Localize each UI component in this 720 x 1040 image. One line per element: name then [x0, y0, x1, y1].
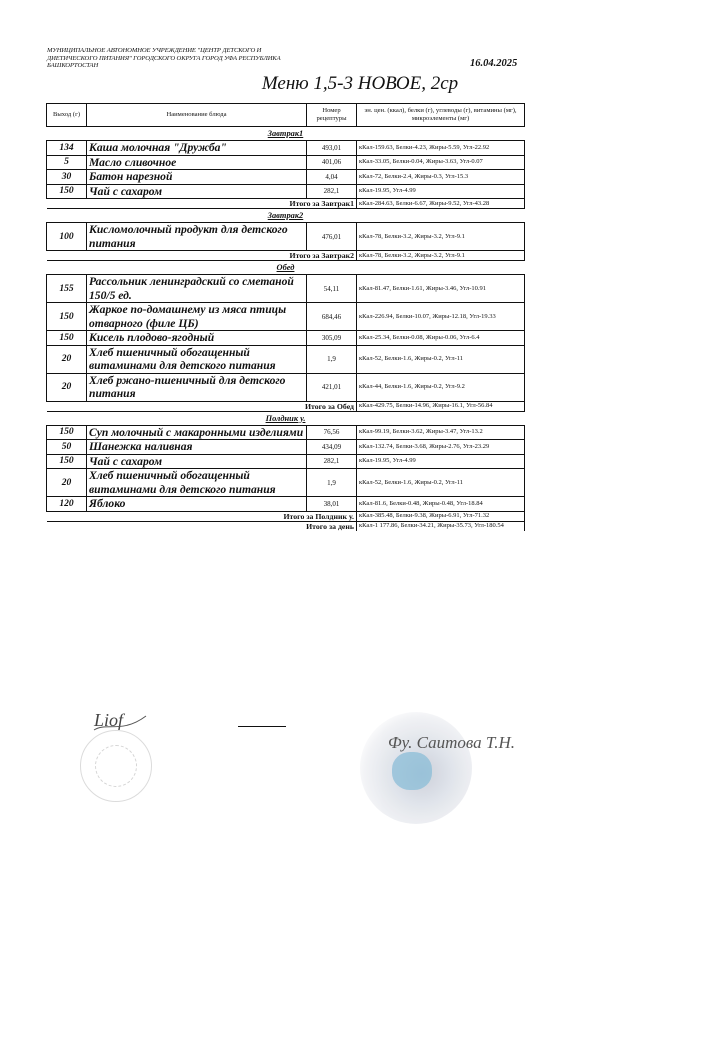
nutrition-info: кКал-81.6, Белки-0.48, Жиры-0.48, Угл-18.84 [357, 497, 525, 512]
dish-name: Кисель плодово-ягодный [87, 331, 307, 346]
header-output: Выход (г) [47, 104, 87, 127]
nutrition-info: кКал-44, Белки-1.6, Жиры-0.2, Угл-9.2 [357, 373, 525, 401]
menu-row [47, 440, 525, 455]
nutrition-info: кКал-19.95, Угл-4.99 [357, 184, 525, 199]
menu-table [46, 103, 525, 531]
recipe-number: 1,9 [307, 345, 357, 373]
dish-name: Суп молочный с макаронными изделиями [87, 425, 307, 440]
recipe-number: 282,1 [307, 184, 357, 199]
nutrition-info: кКал-99.19, Белки-3.62, Жиры-3.47, Угл-13.2 [357, 425, 525, 440]
portion-weight: 100 [47, 223, 87, 251]
portion-weight: 20 [47, 345, 87, 373]
recipe-number: 4,04 [307, 170, 357, 185]
menu-row [47, 275, 525, 303]
portion-weight: 120 [47, 497, 87, 512]
recipe-number: 1,9 [307, 469, 357, 497]
menu-title: Меню 1,5-3 НОВОЕ, 2ср [261, 73, 459, 94]
grand-total-label: Итого за день [47, 521, 357, 531]
dish-name: Хлеб ржано-пшеничный для детского питания [87, 373, 307, 401]
section-total-label: Итого за Завтрак2 [47, 251, 357, 261]
grand-total-row [47, 521, 525, 531]
menu-row [47, 345, 525, 373]
portion-weight: 20 [47, 373, 87, 401]
header-nutrition: эн. цен. (ккал), белки (г), углеводы (г), витамины (мг), микроэлементы (мг) [357, 104, 525, 127]
dish-name: Рассольник ленинградский со сметаной 150/5 ед. [87, 275, 307, 303]
portion-weight: 20 [47, 469, 87, 497]
section-title: Завтрак2 [47, 209, 525, 223]
signature-right [384, 722, 584, 762]
recipe-number: 434,09 [307, 440, 357, 455]
section-title-row [47, 127, 525, 141]
svg-text:Фу. Саитова Т.Н.: Фу. Саитова Т.Н. [388, 733, 516, 752]
dish-name: Чай с сахаром [87, 454, 307, 469]
menu-row [47, 223, 525, 251]
nutrition-info: кКал-72, Белки-2.4, Жиры-0.3, Угл-15.3 [357, 170, 525, 185]
dish-name: Хлеб пшеничный обогащенный витаминами для детского питания [87, 469, 307, 497]
section-total-label: Итого за Полдник у. [47, 511, 357, 521]
nutrition-info: кКал-25.34, Белки-0.08, Жиры-0.06, Угл-6.4 [357, 331, 525, 346]
dish-name: Хлеб пшеничный обогащенный витаминами для детского питания [87, 345, 307, 373]
nutrition-info: кКал-19.95, Угл-4.99 [357, 454, 525, 469]
portion-weight: 155 [47, 275, 87, 303]
section-title: Обед [47, 261, 525, 275]
menu-row [47, 454, 525, 469]
portion-weight: 150 [47, 425, 87, 440]
nutrition-info: кКал-226.94, Белки-10.07, Жиры-12.18, Угл-19.33 [357, 303, 525, 331]
menu-row [47, 184, 525, 199]
round-stamp-left [80, 730, 152, 802]
dish-name: Масло сливочное [87, 155, 307, 170]
section-title-row [47, 261, 525, 275]
portion-weight: 134 [47, 141, 87, 156]
menu-row [47, 497, 525, 512]
recipe-number: 54,11 [307, 275, 357, 303]
svg-text:Liof: Liof [94, 710, 124, 730]
nutrition-info: кКал-52, Белки-1.6, Жиры-0.2, Угл-11 [357, 469, 525, 497]
section-total-row [47, 199, 525, 209]
dish-name: Жаркое по-домашнему из мяса птицы отварного (филе ЦБ) [87, 303, 307, 331]
menu-body [47, 127, 525, 531]
signature-line [238, 726, 286, 727]
menu-row [47, 170, 525, 185]
grand-total-value: кКал-1 177.86, Белки-34.21, Жиры-35.73, Угл-180.54 [357, 521, 525, 531]
section-title-row [47, 209, 525, 223]
section-title: Завтрак1 [47, 127, 525, 141]
recipe-number: 401,06 [307, 155, 357, 170]
section-total-row [47, 401, 525, 411]
portion-weight: 150 [47, 454, 87, 469]
recipe-number: 421,01 [307, 373, 357, 401]
recipe-number: 76,56 [307, 425, 357, 440]
header-dish-name: Наименование блюда [87, 104, 307, 127]
signature-left [92, 704, 152, 738]
recipe-number: 38,01 [307, 497, 357, 512]
nutrition-info: кКал-132.74, Белки-3.68, Жиры-2.76, Угл-23.29 [357, 440, 525, 455]
portion-weight: 5 [47, 155, 87, 170]
dish-name: Чай с сахаром [87, 184, 307, 199]
organization-name: МУНИЦИПАЛЬНОЕ АВТОНОМНОЕ УЧРЕЖДЕНИЕ "ЦЕНТР ДЕТСКОГО И ДИЕТИЧЕСКОГО ПИТАНИЯ" ГОРОДСКОГО ОКРУГА ГОРОД УФА РЕСПУБЛИКА БАШКОРТОСТАН [47, 47, 281, 70]
section-title: Полдник у. [47, 411, 525, 425]
menu-row [47, 141, 525, 156]
nutrition-info: кКал-81.47, Белки-1.61, Жиры-3.46, Угл-10.91 [357, 275, 525, 303]
menu-row [47, 373, 525, 401]
menu-row [47, 331, 525, 346]
portion-weight: 30 [47, 170, 87, 185]
portion-weight: 150 [47, 184, 87, 199]
nutrition-info: кКал-159.63, Белки-4.23, Жиры-5.59, Угл-22.92 [357, 141, 525, 156]
section-title-row [47, 411, 525, 425]
section-total-value: кКал-284.63, Белки-6.67, Жиры-9.52, Угл-43.28 [357, 199, 525, 209]
nutrition-info: кКал-33.05, Белки-0.04, Жиры-3.63, Угл-0.07 [357, 155, 525, 170]
recipe-number: 493,01 [307, 141, 357, 156]
portion-weight: 150 [47, 331, 87, 346]
section-total-row [47, 511, 525, 521]
recipe-number: 476,01 [307, 223, 357, 251]
section-total-value: кКал-429.75, Белки-14.96, Жиры-16.1, Угл-56.84 [357, 401, 525, 411]
menu-row [47, 425, 525, 440]
nutrition-info: кКал-78, Белки-3.2, Жиры-3.2, Угл-9.1 [357, 223, 525, 251]
menu-row [47, 469, 525, 497]
dish-name: Яблоко [87, 497, 307, 512]
table-header-row [47, 104, 525, 127]
portion-weight: 150 [47, 303, 87, 331]
dish-name: Батон нарезной [87, 170, 307, 185]
menu-row [47, 155, 525, 170]
section-total-value: кКал-385.48, Белки-9.38, Жиры-6.91, Угл-71.32 [357, 511, 525, 521]
portion-weight: 50 [47, 440, 87, 455]
recipe-number: 282,1 [307, 454, 357, 469]
dish-name: Шанежка наливная [87, 440, 307, 455]
section-total-row [47, 251, 525, 261]
header-recipe-number: Номер рецептуры [307, 104, 357, 127]
dish-name: Кисломолочный продукт для детского питания [87, 223, 307, 251]
section-total-value: кКал-78, Белки-3.2, Жиры-3.2, Угл-9.1 [357, 251, 525, 261]
section-total-label: Итого за Завтрак1 [47, 199, 357, 209]
document-date: 16.04.2025 [470, 58, 518, 69]
dish-name: Каша молочная "Дружба" [87, 141, 307, 156]
section-total-label: Итого за Обед [47, 401, 357, 411]
recipe-number: 684,46 [307, 303, 357, 331]
nutrition-info: кКал-52, Белки-1.6, Жиры-0.2, Угл-11 [357, 345, 525, 373]
menu-row [47, 303, 525, 331]
recipe-number: 305,09 [307, 331, 357, 346]
